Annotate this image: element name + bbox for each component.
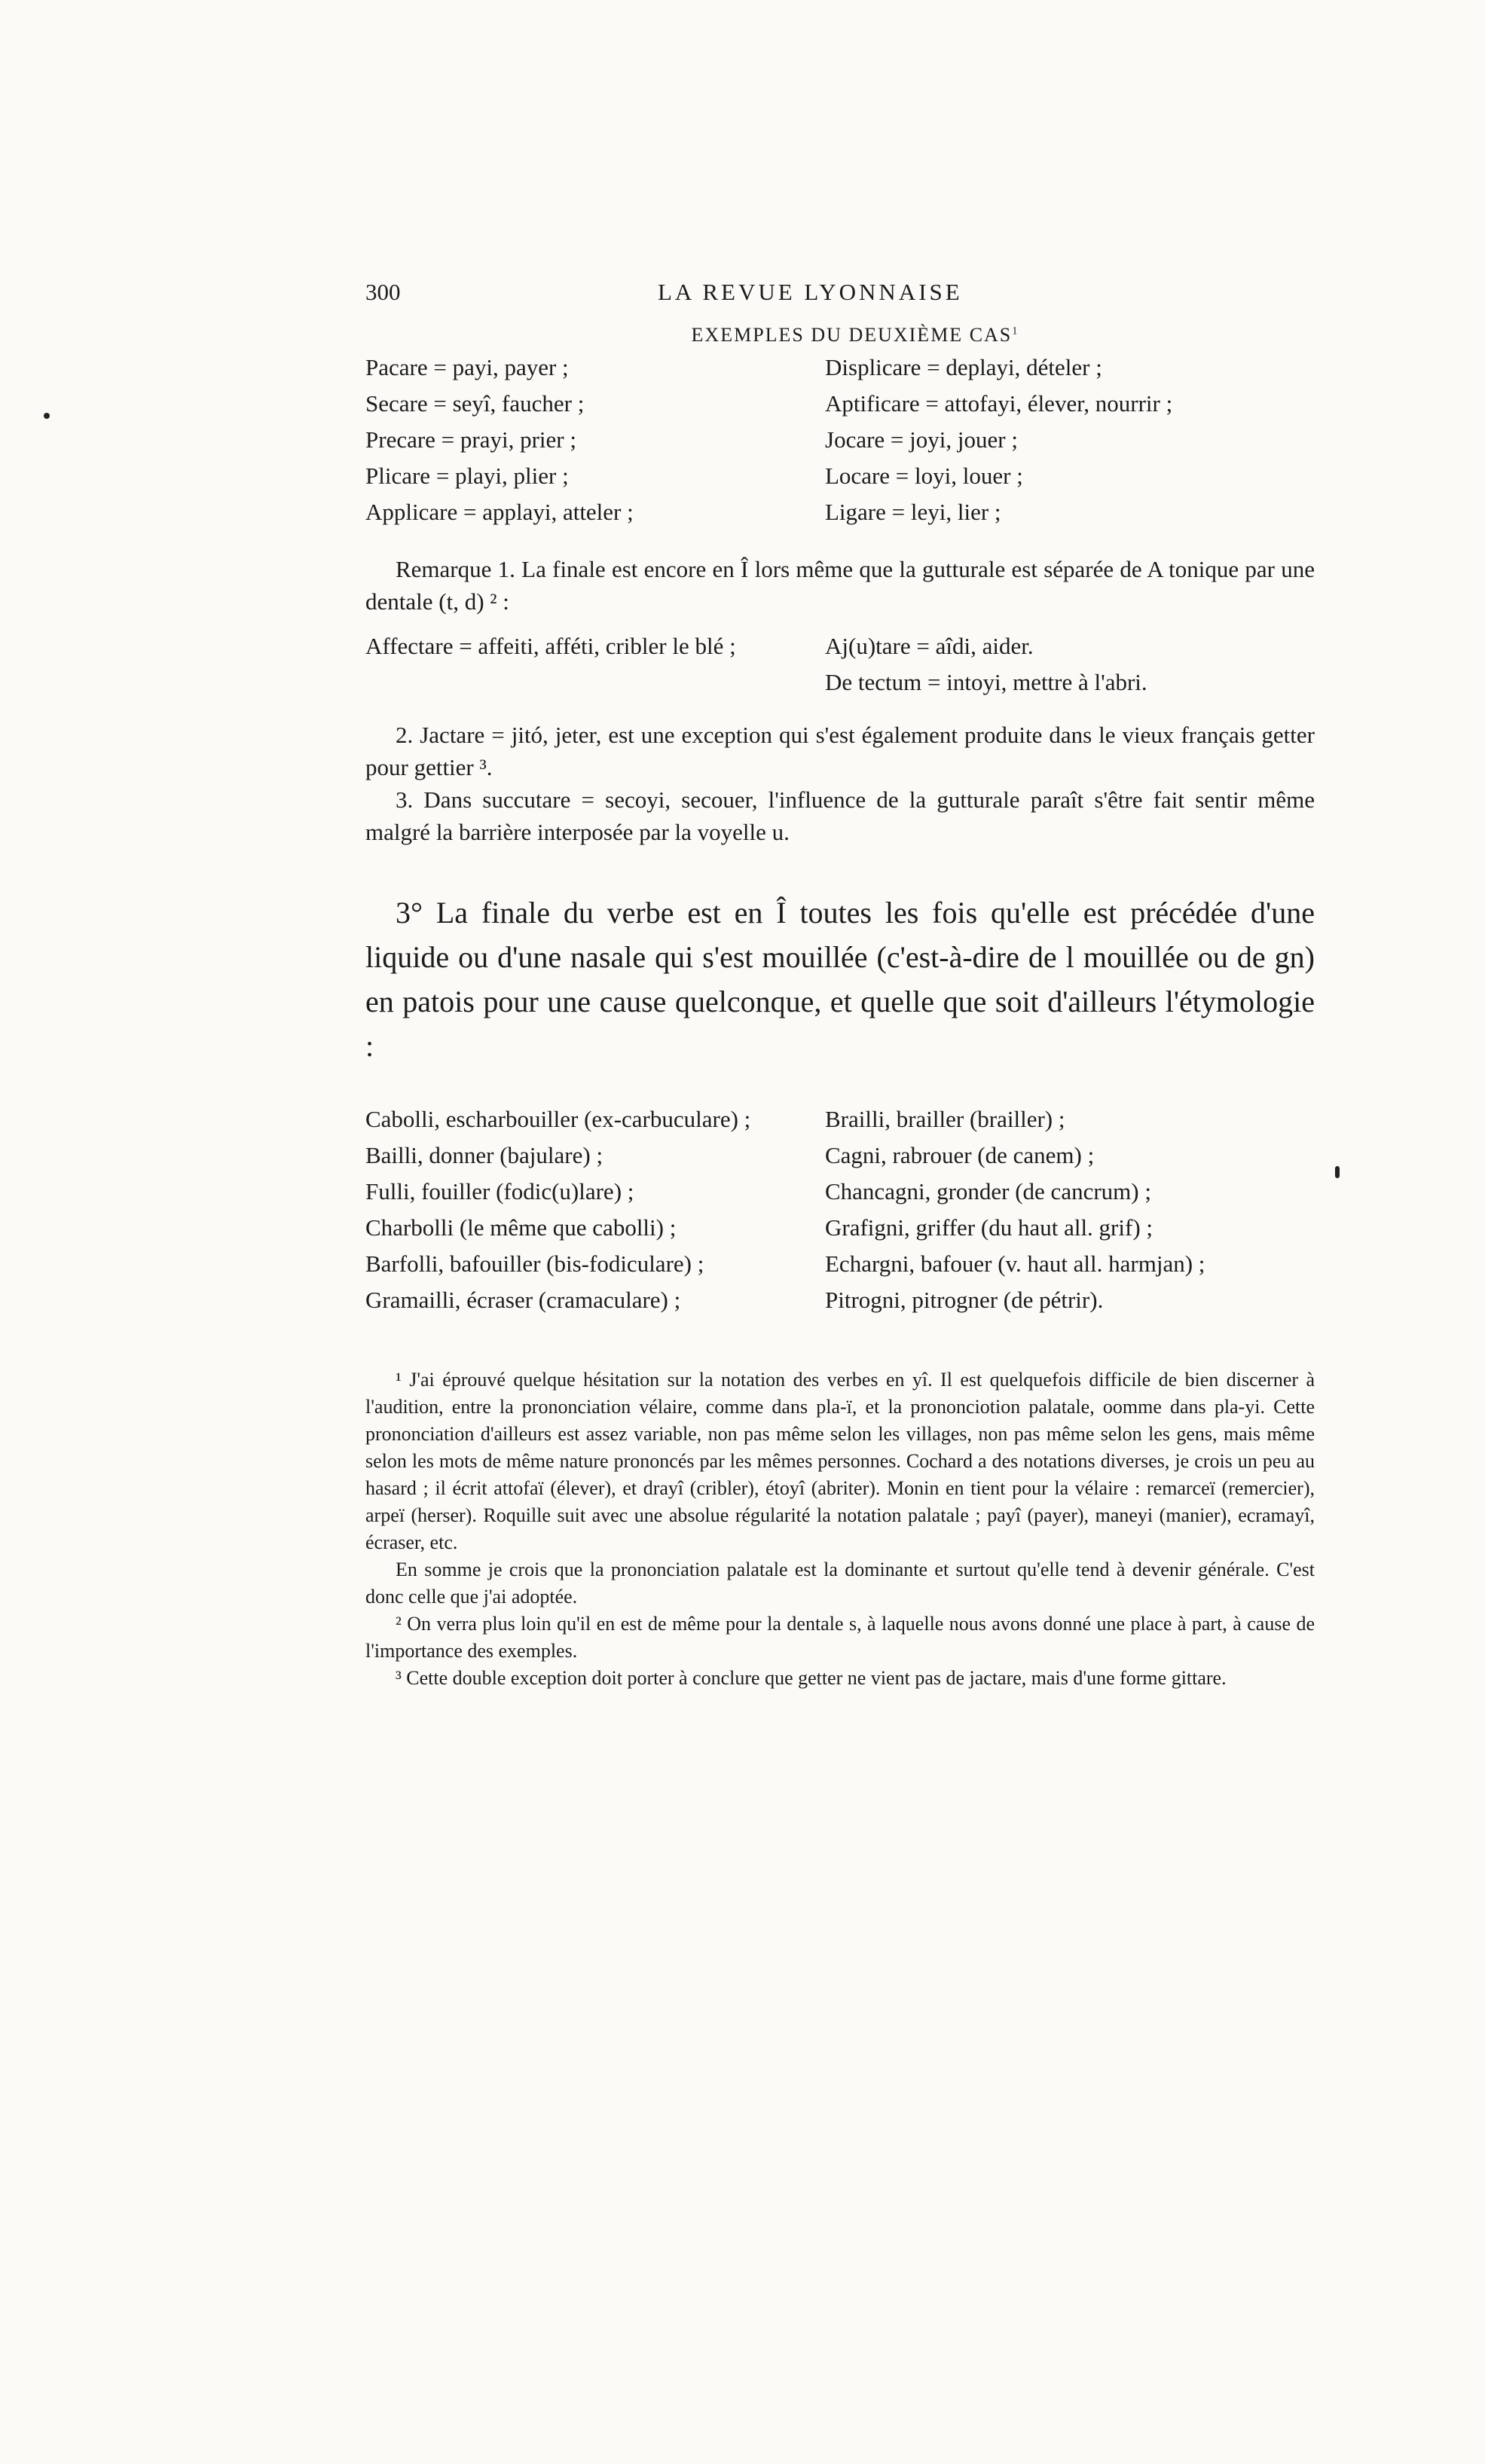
running-title: LA REVUE LYONNAISE [658,279,963,305]
section-title [365,324,1315,347]
footnote-1: ¹ J'ai éprouvé quelque hésitation sur la notation des verbes en yî. Il est quelquefois difficile de bien discerner à l'audition, entre la prononciation vélaire, comme dans pla-ï, et la prononciotion palatale, oomme dans pla-yi. Cette prononciation d'ailleurs est assez variable, non pas même selon les villages, non pas même selon les gens, mais même selon les mots de même nature prononcés par les mêmes personnes. Cochard a des notations diverses, je crois un peu au hasard ; il écrit attofaï (élever), et drayî (cribler), étoyî (abriter). Monin en tient pour la vélaire : remarceï (remercier), arpeï (herser). Roquille suit avec une absolue régularité la notation palatale ; payî (payer), maneyi (manier), ecramayî, écraser, etc. [365,1369,1315,1553]
example-line: Fulli, fouiller (fodic(u)lare) ; [365,1178,634,1205]
example-line: Applicare = applayi, atteler ; [365,499,634,525]
example-line: De tectum = intoyi, mettre à l'abri. [825,669,1147,695]
footnote-3: ³ Cette double exception doit porter à conclure que getter ne vient pas de jactare, mais d'une forme gittare. [396,1667,1227,1689]
example-line: Pitrogni, pitrogner (de pétrir). [825,1287,1104,1313]
example-line: Locare = loyi, louer ; [825,463,1023,489]
remarque-3: 3. Dans succutare = secoyi, secouer, l'influence de la gutturale paraît s'être fait sentir même malgré la barrière interposée par la voyelle u. [365,786,1315,845]
example-line: Ligare = leyi, lier ; [825,499,1001,525]
example-line: Charbolli (le même que cabolli) ; [365,1214,677,1241]
example-line: Displicare = deplayi, dételer ; [825,354,1102,380]
examples-b-right [825,628,1315,701]
examples-c-right [825,1101,1315,1318]
examples-block-b [365,628,1315,701]
example-line: Brailli, brailler (brailler) ; [825,1106,1065,1132]
example-line: Affectare = affeiti, afféti, cribler le blé ; [365,633,736,659]
example-line: Secare = seyî, faucher ; [365,390,585,417]
examples-b-left [365,628,806,701]
example-line: Cagni, rabrouer (de canem) ; [825,1142,1095,1168]
example-line: Echargni, bafouer (v. haut all. harmjan) ; [825,1250,1205,1277]
example-line: Chancagni, gronder (de cancrum) ; [825,1178,1151,1205]
page-number: 300 [365,279,401,305]
example-line: Aj(u)tare = aîdi, aider. [825,633,1034,659]
footnote-2: ² On verra plus loin qu'il en est de même pour la dentale s, à laquelle nous avons donné une place à part, à cause de l'importance des exemples. [365,1613,1315,1662]
remarque-2: 2. Jactare = jitó, jeter, est une exception qui s'est également produite dans le vieux français getter pour gettier ³. [365,722,1315,780]
margin-mark [44,413,50,419]
section-title-footnote-ref: 1 [1012,325,1019,337]
main-paragraph: 3° La finale du verbe est en Î toutes les fois qu'elle est précédée d'une liquide ou d'une nasale qui s'est mouillée (c'est-à-dire de l mouillée ou de gn) en patois pour une cause quelconque, et quelle que soit d'ailleurs l'étymologie : [365,896,1315,1063]
page-content [365,271,1315,1692]
example-line: Grafigni, griffer (du haut all. grif) ; [825,1214,1153,1241]
examples-block-a [365,350,1315,530]
examples-c-left [365,1101,806,1318]
example-line: Barfolli, bafouiller (bis-fodiculare) ; [365,1250,704,1277]
remarque-1: Remarque 1. La finale est encore en Î lors même que la gutturale est séparée de A tonique par une dentale (t, d) ² : [365,556,1315,615]
page-header [365,271,1315,316]
example-line: Plicare = playi, plier ; [365,463,569,489]
examples-a-right [825,350,1315,530]
footnote-1-continued: En somme je crois que la prononciation palatale est la dominante et surtout qu'elle tend à devenir générale. C'est donc celle que j'ai adoptée. [365,1559,1315,1608]
example-line: Aptificare = attofayi, élever, nourrir ; [825,390,1173,417]
examples-a-left [365,350,825,530]
footnotes [365,1366,1315,1692]
example-line: Bailli, donner (bajulare) ; [365,1142,603,1168]
example-line: Precare = prayi, prier ; [365,426,576,453]
example-line: Gramailli, écraser (cramaculare) ; [365,1287,681,1313]
example-line: Cabolli, escharbouiller (ex-carbuculare) ; [365,1106,751,1132]
section-title-text: EXEMPLES DU DEUXIÈME CAS [691,324,1013,346]
example-line: Pacare = payi, payer ; [365,354,569,380]
examples-block-c [365,1101,1315,1318]
example-line: Jocare = joyi, jouer ; [825,426,1018,453]
margin-mark [1335,1166,1340,1178]
